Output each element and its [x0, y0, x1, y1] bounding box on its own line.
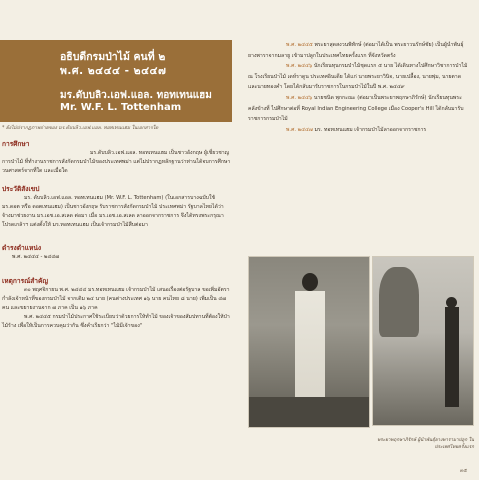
- photo-caption: พระยาพฤกษาภิรักษ์ ผู้นำพันธุ์ยางพารามาปลูก ในประเทศไทยครั้งแรก: [377, 438, 474, 450]
- right-column: [248, 40, 468, 135]
- right-paragraph-3: [248, 93, 468, 125]
- field-photo: [372, 256, 474, 426]
- career-text: มร. ดับบลิว.เอฟ.แอล. ทอทเทนแฮม (Mr. W.F. L. Tottenham) (ในเอกสารบางฉบับใช้ มร.ดอต หรือ ดอตเทนแฮม) เป็นชาวอังกฤษ รับราชการสังกัดกรมป่าไม้ ประเทศพม่า รัฐบาลไทยได้ว่าจ้างมาช่วยงาน มร.เอช.เอ.สเลด ต่อมา เมื่อ มร.เอช.เอ.สเลด ลาออกจากราชการ จึงได้ทรงพระกรุณาโปรดเกล้าฯ แต่งตั้งให้ มร.ทอทเทนแฮม เป็นเจ้ากรมป่าไม้สืบต่อมา: [2, 194, 224, 229]
- education-heading: การศึกษา: [2, 140, 30, 148]
- title-line-1: อธิบดีกรมป่าไม้ คนที่ ๒: [60, 51, 166, 63]
- man-figure: [445, 307, 459, 407]
- photo-ground: [249, 397, 369, 427]
- name-thai: มร.ดับบลิว.เอฟ.แอล. ทอทเทนแฮม: [60, 90, 212, 101]
- career-heading: ประวัติสังเขป: [2, 184, 40, 193]
- term-heading: ดำรงตำแหน่ง: [2, 244, 42, 253]
- paragraph-text: พระยาสุดสงวนพิทักษ์ (ต่อมาได้เป็น พระยาวนรักษ์ชัย) เป็นผู้นำพันธุ์ยางพาราจากมลายู เข้ามาปลูกในประเทศไทยครั้งแรก ที่จังหวัดตรัง: [248, 42, 464, 59]
- tree-shape: [379, 267, 419, 337]
- year-label: พ.ศ. ๒๔๔๕: [286, 42, 313, 48]
- portrait-photo: [248, 256, 370, 428]
- year-label: พ.ศ. ๒๔๔๖: [286, 94, 313, 101]
- right-paragraph-4: [248, 125, 468, 136]
- term-value: พ.ศ. ๒๔๔๔ - ๒๔๔๗: [12, 254, 60, 261]
- year-label: พ.ศ. ๒๔๔๖: [286, 63, 313, 70]
- right-paragraph-2: [248, 61, 468, 93]
- page-number: ๓๕: [460, 468, 468, 474]
- paragraph-text: นายชนิด พุกกะณะ (ต่อมาเป็นพระยาพฤกษาภิรักษ์) นักเรียนทุนพระคลังข้างที่ ไปศึกษาต่อที่ Royal Indian Engineering College เมือง Cooper's Hill ได้กลับมารับราชการกรมป่าไม้: [248, 94, 464, 123]
- education-text: มร.ดับบลิว.เอฟ.แอล. ทอทเทนแฮม เป็นชาวอังกฤษ ผู้เชี่ยวชาญการป่าไม้ ที่ทำงานราชการสังกัดกรมป่าไม้ของประเทศพม่า แต่ไม่ปรากฏหลักฐานว่าท่านได้จบการศึกษาวนศาสตร์จากที่ใด และเมื่อใด: [2, 150, 231, 175]
- paragraph-text: มร. ทอทเทนแฮม เจ้ากรมป่าไม้ลาออกจากราชการ: [314, 126, 427, 133]
- event-1: ๓๐ พฤศจิกายน พ.ศ. ๒๔๔๔ มร.ทอทเทนแฮม เจ้ากรมป่าไม้ เสนอเรื่องต่อรัฐบาล ขอเพิ่มอัตรากำลังเจ้าหน้าที่ของกรมป่าไม้ จากเดิม ๒๔ นาย (คนต่างประเทศ ๑๖ นาย คนไทย ๘ นาย) เพิ่มเป็น ๔๗ คน และขยายงานจาก ๗ ภาค เป็น ๑๖ ภาค: [2, 286, 230, 312]
- left-column: [2, 138, 232, 332]
- year-label: พ.ศ. ๒๔๔๗: [286, 126, 313, 133]
- title-years: พ.ศ. ๒๔๔๔ - ๒๔๔๗: [60, 65, 167, 77]
- events-heading: เหตุการณ์สำคัญ: [2, 276, 48, 285]
- title-banner: [0, 40, 232, 122]
- paragraph-text: นักเรียนทุนกรมป่าไม้ชุดแรก ๕ นาย ได้เดินทางไปศึกษาวิชาการป่าไม้ ณ โรงเรียนป่าไม้ เดห์ราดูน ประเทศอินเดีย ได้แก่ นายพระยาวินิจ, นายเปลื้อง, นายพุ่ม, นายตาด และนายทองคำ โดยได้กลับมารับราชการในกรมป่าไม้ในปี พ.ศ. ๒๔๔๙: [248, 63, 468, 91]
- right-paragraph-1: [248, 40, 468, 61]
- no-photo-note: * ยังไม่ปรากฏภาพถ่ายของ มร.ดับบลิว.เอฟ.แอล. ทอทเทนแฮม ในเอกสารใด: [2, 126, 159, 131]
- name-english: Mr. W.F. L. Tottenham: [60, 102, 182, 113]
- event-2: พ.ศ. ๒๔๔๕ กรมป่าไม้ประกาศใช้ระเบียบว่าด้วยการให้ทำไม้ ของเจ้าของสัมปทานที่ต้องให้ป่าไม้ร้าง เพื่อให้เป็นการควบคุมว่ากัน ซึ่งคำเรียกว่า "ไม้มีเจ้าของ": [2, 314, 230, 330]
- figure-head: [302, 273, 318, 291]
